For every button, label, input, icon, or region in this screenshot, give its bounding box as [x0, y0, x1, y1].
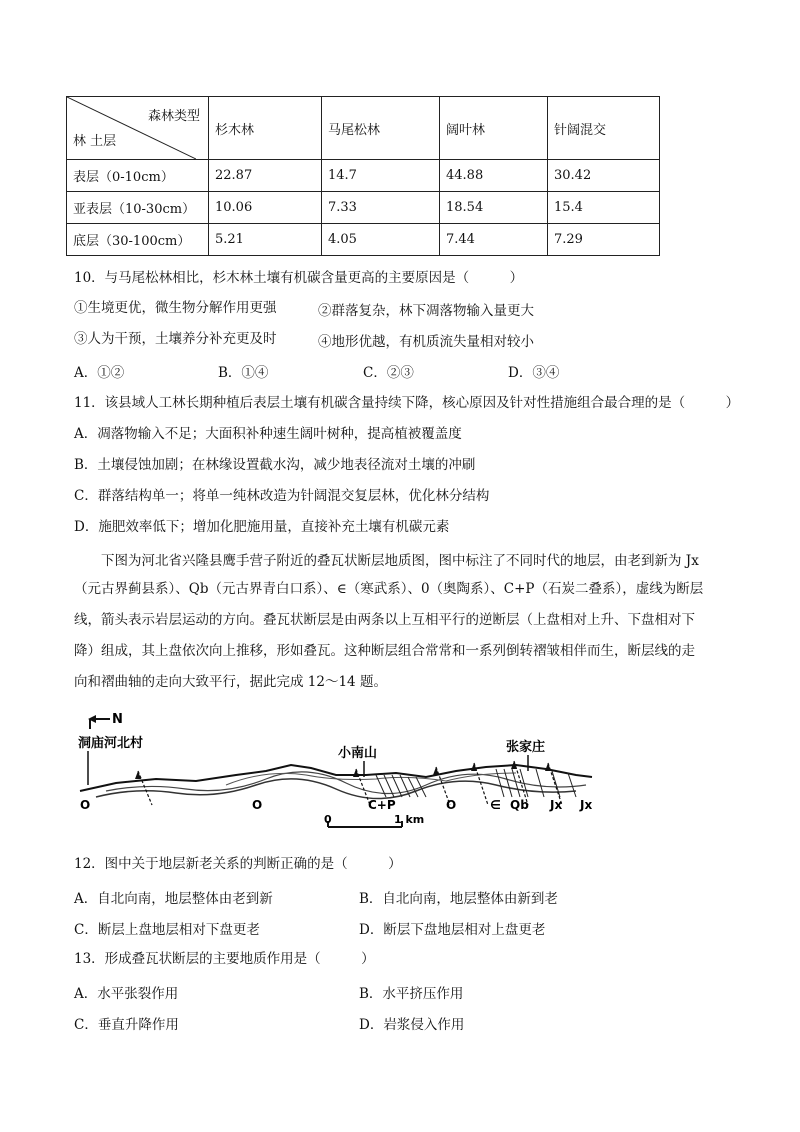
- column-header: 马尾松林: [322, 97, 440, 160]
- table-cell: 4.05: [322, 224, 440, 256]
- q12-option-b[interactable]: B．自北向南，地层整体由新到老: [359, 891, 558, 907]
- q10-statement-4: ④地形优越，有机质流失量相对较小: [318, 334, 534, 350]
- q10-statement-3: ③人为干预，土壤养分补充更及时: [74, 331, 277, 347]
- table-cell: 10.06: [209, 192, 322, 224]
- table-cell: 5.21: [209, 224, 322, 256]
- table-cell: 15.4: [548, 192, 660, 224]
- q10-statement-1: ①生境更优，微生物分解作用更强: [74, 300, 277, 316]
- location-label-2: 小南山: [338, 746, 378, 761]
- location-label-1: 洞庙河北村: [78, 736, 144, 751]
- column-header: 杉木林: [209, 97, 322, 160]
- table-cell: 7.29: [548, 224, 660, 256]
- q11-option-d[interactable]: D．施肥效率低下；增加化肥施用量，直接补充土壤有机碳元素: [74, 519, 450, 535]
- q10-option-b[interactable]: B．①④: [218, 365, 269, 381]
- stratum-label: Jx: [550, 798, 563, 812]
- q12-option-a[interactable]: A．自北向南，地层整体由老到新: [74, 891, 273, 907]
- q11-option-a[interactable]: A．凋落物输入不足；大面积补种速生阔叶树种，提高植被覆盖度: [74, 426, 462, 442]
- north-label: N: [112, 712, 123, 727]
- stratum-label: C+P: [368, 798, 396, 812]
- corner-top-label: 森林类型: [147, 109, 200, 124]
- table-cell: 7.44: [440, 224, 548, 256]
- corner-bottom-label: 林 土层: [73, 134, 117, 149]
- q13-option-b[interactable]: B．水平挤压作用: [359, 986, 464, 1002]
- motion-arrow-icon: [135, 761, 551, 779]
- q13-option-c[interactable]: C．垂直升降作用: [74, 1017, 179, 1033]
- table-cell: 14.7: [322, 160, 440, 192]
- geologic-cross-section-figure: [76, 705, 596, 839]
- stratum-label: O: [80, 798, 91, 812]
- q12-option-d[interactable]: D．断层下盘地层相对上盘更老: [359, 922, 546, 938]
- column-header: 针阔混交: [548, 97, 660, 160]
- north-arrow-icon: [88, 715, 110, 729]
- passage-line-3: 线，箭头表示岩层运动的方向。叠瓦状断层是由两条以上互相平行的逆断层（上盘相对上升、下盘相对下: [74, 612, 695, 628]
- table-corner-header: [67, 97, 209, 160]
- stratum-label: Qb: [510, 798, 529, 812]
- question-13-stem: 13．形成叠瓦状断层的主要地质作用是（ ）: [74, 951, 375, 967]
- table-cell: 30.42: [548, 160, 660, 192]
- question-12-stem: 12．图中关于地层新老关系的判断正确的是（ ）: [74, 856, 402, 872]
- soil-carbon-table: [66, 96, 660, 256]
- scale-bar: [328, 821, 402, 827]
- q13-option-a[interactable]: A．水平张裂作用: [74, 986, 179, 1002]
- table-cell: 7.33: [322, 192, 440, 224]
- q12-option-c[interactable]: C．断层上盘地层相对下盘更老: [74, 922, 260, 938]
- rock-hatching: [376, 769, 576, 797]
- question-11-stem: 11．该县域人工林长期种植后表层土壤有机碳含量持续下降，核心原因及针对性措施组合最合理的是（ ）: [74, 395, 740, 411]
- q10-statement-2: ②群落复杂，林下凋落物输入量更大: [318, 303, 534, 319]
- q11-option-c[interactable]: C．群落结构单一；将单一纯林改造为针阔混交复层林，优化林分结构: [74, 488, 490, 504]
- column-header: 阔叶林: [440, 97, 548, 160]
- row-label: 表层（0-10cm）: [67, 160, 209, 192]
- q11-option-b[interactable]: B．土壤侵蚀加剧；在林缘设置截水沟，减少地表径流对土壤的冲刷: [74, 457, 476, 473]
- q10-option-d[interactable]: D．③④: [508, 365, 560, 381]
- q10-option-a[interactable]: A．①②: [74, 365, 125, 381]
- q13-option-d[interactable]: D．岩浆侵入作用: [359, 1017, 465, 1033]
- row-label: 底层（30-100cm）: [67, 224, 209, 256]
- q10-option-c[interactable]: C．②③: [363, 365, 414, 381]
- table-row: [67, 192, 660, 224]
- stratum-label: O: [252, 798, 263, 812]
- stratum-label: O: [446, 798, 457, 812]
- question-10-stem: 10．与马尾松林相比，杉木林土壤有机碳含量更高的主要原因是（ ）: [74, 270, 524, 286]
- table-row: [67, 160, 660, 192]
- table-row: [67, 224, 660, 256]
- cross-section-svg: [76, 705, 596, 835]
- scale-label-start: 0: [324, 813, 332, 826]
- passage-line-5: 向和褶曲轴的走向大致平行，据此完成 12～14 题。: [74, 674, 387, 690]
- table-cell: 18.54: [440, 192, 548, 224]
- scale-label-end: 1 km: [394, 813, 425, 826]
- table-cell: 44.88: [440, 160, 548, 192]
- row-label: 亚表层（10-30cm）: [67, 192, 209, 224]
- location-label-3: 张家庄: [506, 740, 546, 755]
- passage-line-4: 降）组成，其上盘依次向上推移，形如叠瓦。这种断层组合常常和一系列倒转褶皱相伴而生，断层线的走: [74, 643, 695, 659]
- passage-line-1: 下图为河北省兴隆县鹰手营子附近的叠瓦状断层地质图，图中标注了不同时代的地层，由老到新为 Jx: [101, 553, 699, 569]
- passage-line-2: （元古界蓟县系）、Qb（元古界青白口系）、∈（寒武系）、0（奥陶系）、C+P（石炭二叠系），虚线为断层: [74, 581, 704, 597]
- table-cell: 22.87: [209, 160, 322, 192]
- stratum-label: ∈: [490, 798, 501, 812]
- stratum-label: Jx: [580, 798, 593, 812]
